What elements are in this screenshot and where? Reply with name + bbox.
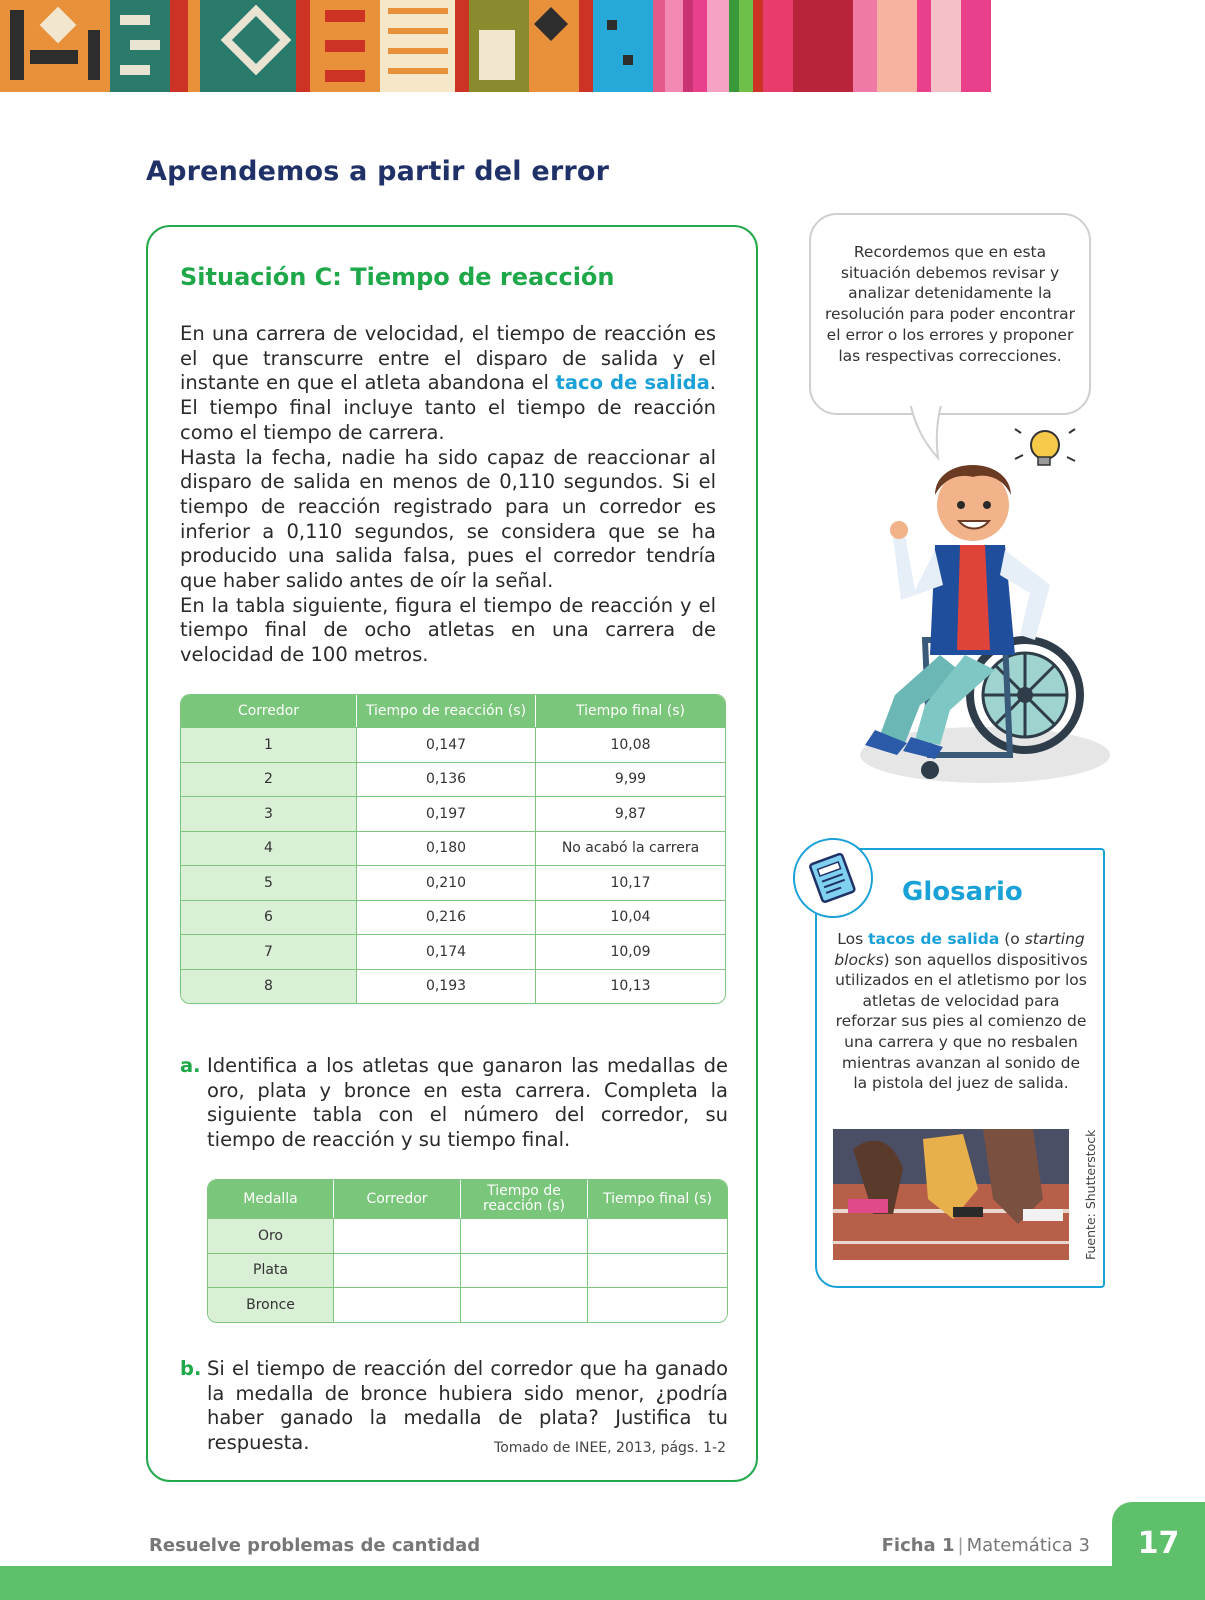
table-cell: 1 <box>181 727 357 762</box>
table-row <box>181 969 725 1004</box>
table-cell: 0,197 <box>357 796 536 831</box>
footer-ficha: Ficha 1 | Matemática 3 <box>881 1535 1090 1556</box>
glossary-english-term: starting blocks <box>834 930 1085 969</box>
table-row <box>181 762 725 797</box>
reaction-time-table <box>180 694 726 1004</box>
situation-intro <box>180 322 716 668</box>
glossary-icon-badge <box>793 838 873 918</box>
table-header: Corredor <box>334 1180 461 1218</box>
table-cell: 2 <box>181 762 357 797</box>
medal-answer-table <box>207 1179 728 1323</box>
table-row <box>181 727 725 762</box>
table-cell: 10,13 <box>536 969 725 1004</box>
answer-cell[interactable] <box>461 1253 588 1288</box>
glossary-definition: Los tacos de salida (o starting blocks) son aquellos dispositivos utilizados en el atletismo por los atletas de velocidad para reforzar sus pies al comienzo de una carrera y que no resbalen mientras avanzan al sonido de la pistola del juez de salida. <box>834 930 1088 1093</box>
table-cell: 10,08 <box>536 727 725 762</box>
intro-paragraph-2: Hasta la fecha, nadie ha sido capaz de reaccionar al disparo de salida en menos de 0,110 segundos. Si el tiempo de reacción registrado para un corredor es inferior a 0,110 segundos, se considera que se ha producido una salida falsa, pues el corredor tendría que haber salido antes de oír la señal. <box>180 445 716 593</box>
answer-cell[interactable] <box>334 1218 461 1253</box>
table-row <box>181 934 725 969</box>
table-cell: 7 <box>181 934 357 969</box>
source-citation: Tomado de INEE, 2013, págs. 1-2 <box>494 1440 726 1456</box>
student-wheelchair-illustration <box>835 425 1110 805</box>
table-cell: 6 <box>181 900 357 935</box>
section-heading: Aprendemos a partir del error <box>146 156 610 187</box>
question-text: Si el tiempo de reacción del corredor que ha ganado la medalla de bronce hubiera sido menor, ¿podría haber ganado la medalla de plata? Justifica tu respuesta. <box>207 1357 728 1455</box>
answer-cell[interactable] <box>588 1287 727 1322</box>
table-cell: 0,193 <box>357 969 536 1004</box>
speech-bubble <box>809 213 1091 415</box>
answer-cell[interactable] <box>461 1218 588 1253</box>
table-cell: 10,17 <box>536 865 725 900</box>
lightbulb-icon <box>1015 425 1075 465</box>
table-cell: 10,09 <box>536 934 725 969</box>
table-header: Corredor <box>181 695 357 727</box>
table-cell: 5 <box>181 865 357 900</box>
situation-title: Situación C: Tiempo de reacción <box>180 263 615 291</box>
footer-bar <box>0 1566 1205 1600</box>
situation-card <box>146 225 758 1482</box>
medal-label: Oro <box>208 1218 334 1253</box>
medal-label: Plata <box>208 1253 334 1288</box>
table-row <box>208 1287 727 1322</box>
table-cell: 9,99 <box>536 762 725 797</box>
table-header: Tiempo de reacción (s) <box>357 695 536 727</box>
question-text: Identifica a los atletas que ganaron las medallas de oro, plata y bronce en esta carrera. Completa la siguiente tabla con el número del corredor, su tiempo de reacción y su tiempo final. <box>207 1054 728 1152</box>
answer-cell[interactable] <box>334 1287 461 1322</box>
answer-cell[interactable] <box>588 1253 727 1288</box>
table-cell: 3 <box>181 796 357 831</box>
table-header: Medalla <box>208 1180 334 1218</box>
table-header: Tiempo final (s) <box>536 695 725 727</box>
table-cell: 0,210 <box>357 865 536 900</box>
intro-paragraph-3: En la tabla siguiente, figura el tiempo de reacción y el tiempo final de ocho atletas en una carrera de velocidad de 100 metros. <box>180 593 716 667</box>
book-icon <box>795 840 870 915</box>
table-cell: 0,174 <box>357 934 536 969</box>
intro-paragraph-1: En una carrera de velocidad, el tiempo de reacción es el que transcurre entre el disparo de salida y el instante en que el atleta abandona el taco de salida. El tiempo final incluye tanto el tiempo de reacción como el tiempo de carrera. <box>180 322 716 444</box>
table-row <box>181 796 725 831</box>
table-row <box>181 900 725 935</box>
table-header: Tiempo de reacción (s) <box>461 1180 588 1218</box>
table-row <box>208 1218 727 1253</box>
table-cell: 0,147 <box>357 727 536 762</box>
question-a <box>180 1054 728 1153</box>
footer-competency: Resuelve problemas de cantidad <box>149 1535 481 1556</box>
photo-credit: Fuente: Shutterstock <box>1083 1129 1098 1260</box>
page-number: 17 <box>1137 1526 1180 1561</box>
table-row <box>181 831 725 866</box>
answer-cell[interactable] <box>334 1253 461 1288</box>
decorative-banner <box>0 0 1205 92</box>
table-row <box>208 1253 727 1288</box>
table-header: Tiempo final (s) <box>588 1180 727 1218</box>
answer-cell[interactable] <box>588 1218 727 1253</box>
table-cell: 4 <box>181 831 357 866</box>
highlight-term: taco de salida <box>555 371 710 395</box>
glossary-title: Glosario <box>902 877 1023 907</box>
question-letter: a. <box>180 1054 201 1077</box>
table-cell: 8 <box>181 969 357 1004</box>
table-cell: No acabó la carrera <box>536 831 725 866</box>
table-row <box>181 865 725 900</box>
starting-blocks-photo <box>833 1129 1069 1260</box>
table-cell: 0,180 <box>357 831 536 866</box>
question-letter: b. <box>180 1357 202 1380</box>
table-cell: 9,87 <box>536 796 725 831</box>
table-cell: 0,136 <box>357 762 536 797</box>
table-cell: 10,04 <box>536 900 725 935</box>
bubble-text: Recordemos que en esta situación debemos revisar y analizar detenidamente la resolución para poder encontrar el error o los errores y proponer las respectivas correcciones. <box>825 243 1075 365</box>
table-cell: 0,216 <box>357 900 536 935</box>
medal-label: Bronce <box>208 1287 334 1322</box>
answer-cell[interactable] <box>461 1287 588 1322</box>
glossary-term: tacos de salida <box>868 930 1000 948</box>
